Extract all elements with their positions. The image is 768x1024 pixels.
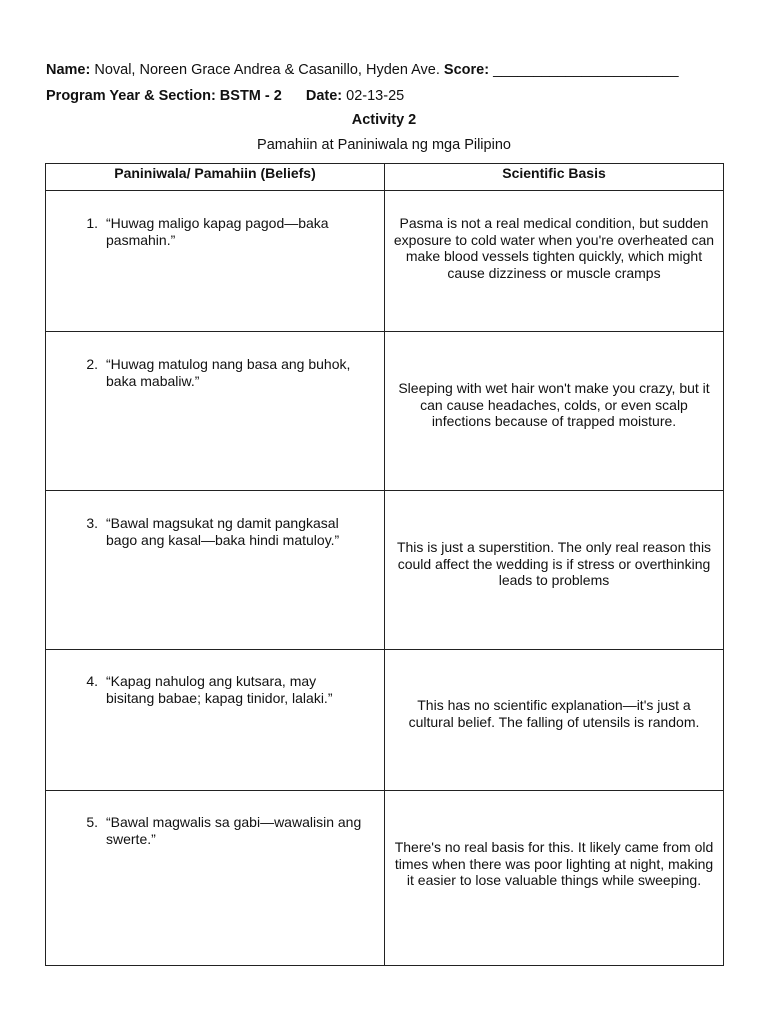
basis-text: Sleeping with wet hair won't make you crazy, but it can cause headaches, colds, or even scalp infections because of trapped moisture.	[398, 380, 710, 429]
header-scientific-basis: Scientific Basis	[385, 164, 724, 191]
beliefs-table	[45, 163, 724, 966]
belief-cell	[46, 191, 385, 332]
score-label: Score:	[443, 62, 490, 78]
table-row	[46, 332, 724, 491]
belief-text: “Huwag maligo kapag pagod—baka pasmahin.”	[106, 215, 329, 248]
score-blank: _______________________	[493, 62, 679, 78]
basis-cell	[385, 491, 724, 650]
belief-number: 3.	[86, 515, 98, 531]
belief-text: “Kapag nahulog ang kutsara, may bisitang babae; kapag tinidor, lalaki.”	[106, 673, 333, 706]
belief-cell	[46, 791, 385, 966]
name-line	[46, 62, 679, 78]
belief-text: “Bawal magsukat ng damit pangkasal bago ang kasal—baka hindi matuloy.”	[106, 515, 340, 548]
belief-text: “Huwag matulog nang basa ang buhok, baka mabaliw.”	[106, 356, 351, 389]
name-value: Noval, Noreen Grace Andrea & Casanillo, Hyden Ave.	[94, 62, 440, 78]
date-label: Date:	[305, 88, 343, 104]
table-row	[46, 791, 724, 966]
header-beliefs: Paniniwala/ Pamahiin (Beliefs)	[46, 164, 385, 191]
belief-cell	[46, 491, 385, 650]
belief-number: 5.	[86, 814, 98, 830]
belief-number: 2.	[86, 356, 98, 372]
table-row	[46, 191, 724, 332]
basis-text: This has no scientific explanation—it's just a cultural belief. The falling of utensils is random.	[408, 697, 700, 730]
program-line	[46, 88, 404, 104]
subtitle: Pamahiin at Paniniwala ng mga Pilipino	[257, 137, 511, 153]
table-row	[46, 650, 724, 791]
belief-number: 1.	[86, 215, 98, 231]
date-value: 02-13-25	[346, 88, 405, 104]
basis-cell	[385, 332, 724, 491]
basis-cell	[385, 191, 724, 332]
table-row	[46, 491, 724, 650]
belief-text: “Bawal magwalis sa gabi—wawalisin ang swerte.”	[106, 814, 362, 847]
name-label: Name:	[46, 62, 91, 78]
basis-text: Pasma is not a real medical condition, but sudden exposure to cold water when you're overheated can make blood vessels tighten quickly, which might cause dizziness or muscle cramps	[393, 215, 715, 281]
program-label: Program Year & Section: BSTM - 2	[46, 88, 282, 104]
basis-text: There's no real basis for this. It likely came from old times when there was poor lighting at night, making it easier to lose valuable things while sweeping.	[394, 839, 714, 888]
activity-title: Activity 2	[351, 112, 417, 128]
basis-text: This is just a superstition. The only real reason this could affect the wedding is if stress or overthinking leads to problems	[396, 539, 712, 588]
basis-cell	[385, 791, 724, 966]
belief-cell	[46, 650, 385, 791]
basis-cell	[385, 650, 724, 791]
belief-cell	[46, 332, 385, 491]
table-header-row	[46, 164, 724, 191]
belief-number: 4.	[86, 673, 98, 689]
